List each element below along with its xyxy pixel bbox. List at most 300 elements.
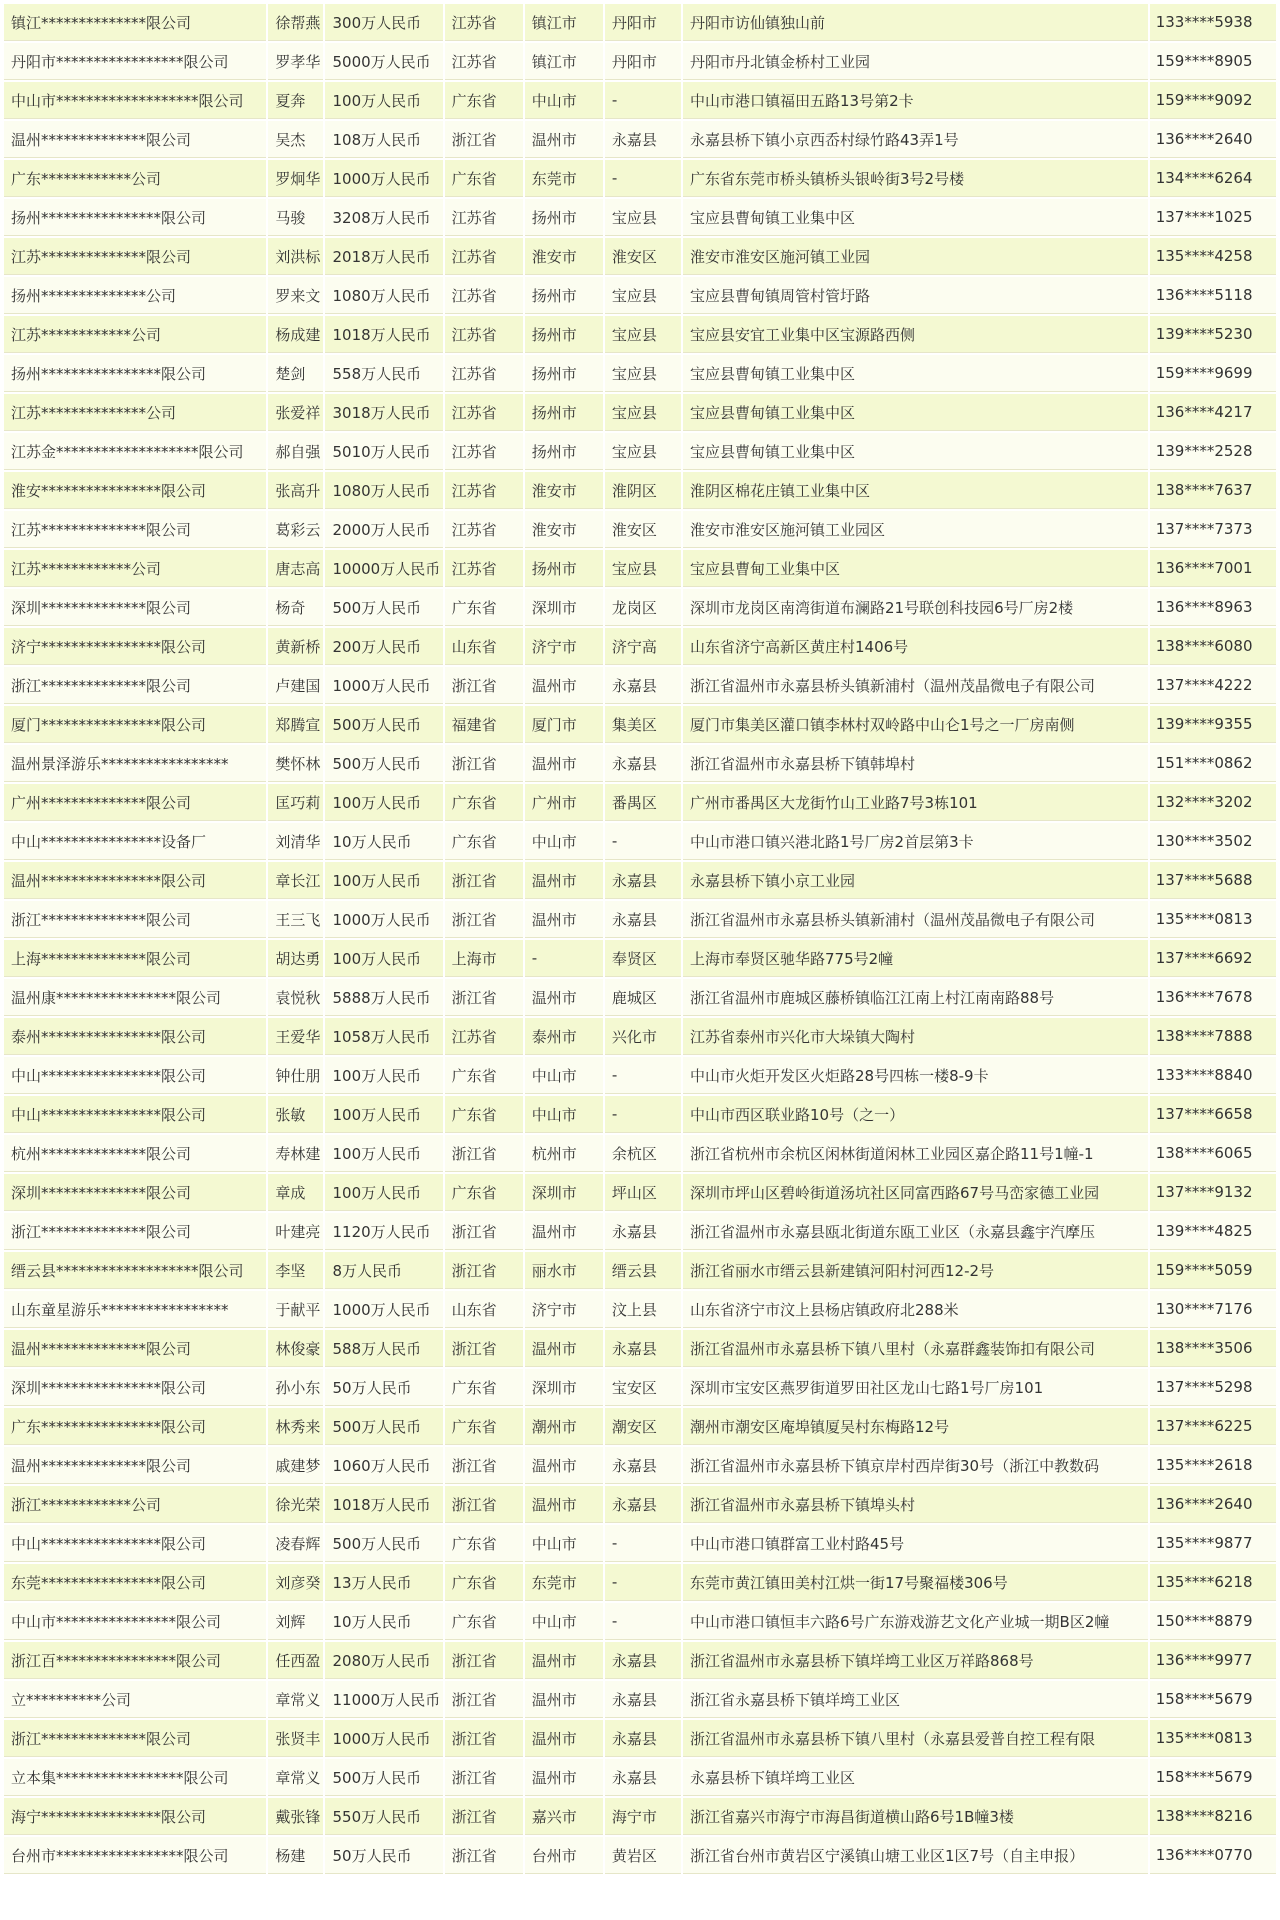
- legal-person-cell: 王三飞: [268, 901, 323, 938]
- province-cell: 浙江省: [445, 121, 523, 158]
- company-name-cell: 中山****************设备厂: [4, 823, 266, 860]
- province-cell: 江苏省: [445, 199, 523, 236]
- address-cell: 广州市番禺区大龙街竹山工业路7号3栋101: [683, 784, 1148, 821]
- table-row: [4, 979, 1276, 1016]
- address-cell: 丹阳市访仙镇独山前: [683, 4, 1148, 41]
- province-cell: 山东省: [445, 1291, 523, 1328]
- table-row: [4, 1525, 1276, 1562]
- registered-capital-cell: 5010万人民币: [325, 433, 442, 470]
- district-cell: 永嘉县: [605, 745, 681, 782]
- address-cell: 浙江省温州市永嘉县瓯北街道东瓯工业区（永嘉县鑫宇汽摩压: [683, 1213, 1148, 1250]
- company-name-cell: 广州**************限公司: [4, 784, 266, 821]
- province-cell: 浙江省: [445, 1759, 523, 1796]
- address-cell: 淮阴区棉花庄镇工业集中区: [683, 472, 1148, 509]
- city-cell: 深圳市: [525, 589, 603, 626]
- district-cell: 宝应县: [605, 433, 681, 470]
- address-cell: 深圳市宝安区燕罗街道罗田社区龙山七路1号厂房101: [683, 1369, 1148, 1406]
- company-name-cell: 江苏金*******************限公司: [4, 433, 266, 470]
- city-cell: 中山市: [525, 823, 603, 860]
- table-row: [4, 316, 1276, 353]
- table-row: [4, 277, 1276, 314]
- company-name-cell: 镇江**************限公司: [4, 4, 266, 41]
- registered-capital-cell: 10万人民币: [325, 1603, 442, 1640]
- table-row: [4, 1408, 1276, 1445]
- registered-capital-cell: 1018万人民币: [325, 1486, 442, 1523]
- district-cell: 宝应县: [605, 277, 681, 314]
- address-cell: 宝应县曹甸镇工业集中区: [683, 355, 1148, 392]
- table-row: [4, 121, 1276, 158]
- province-cell: 浙江省: [445, 1252, 523, 1289]
- district-cell: 永嘉县: [605, 1213, 681, 1250]
- company-name-cell: 广东****************限公司: [4, 1408, 266, 1445]
- legal-person-cell: 罗孝华: [268, 43, 323, 80]
- province-cell: 江苏省: [445, 4, 523, 41]
- province-cell: 浙江省: [445, 1798, 523, 1835]
- province-cell: 江苏省: [445, 355, 523, 392]
- address-cell: 山东省济宁市汶上县杨店镇政府北288米: [683, 1291, 1148, 1328]
- address-cell: 中山市港口镇恒丰六路6号广东游戏游艺文化产业城一期B区2幢: [683, 1603, 1148, 1640]
- company-name-cell: 浙江百****************限公司: [4, 1642, 266, 1679]
- city-cell: 温州市: [525, 979, 603, 1016]
- company-name-cell: 江苏************公司: [4, 550, 266, 587]
- district-cell: -: [605, 823, 681, 860]
- company-name-cell: 扬州****************限公司: [4, 199, 266, 236]
- legal-person-cell: 刘洪标: [268, 238, 323, 275]
- table-row: [4, 238, 1276, 275]
- city-cell: 镇江市: [525, 43, 603, 80]
- district-cell: 永嘉县: [605, 1720, 681, 1757]
- city-cell: 温州市: [525, 745, 603, 782]
- phone-cell: 133****5938: [1150, 4, 1276, 41]
- phone-cell: 136****2640: [1150, 1486, 1276, 1523]
- phone-cell: 139****4825: [1150, 1213, 1276, 1250]
- legal-person-cell: 杨建: [268, 1837, 323, 1874]
- phone-cell: 135****6218: [1150, 1564, 1276, 1601]
- city-cell: 淮安市: [525, 238, 603, 275]
- phone-cell: 151****0862: [1150, 745, 1276, 782]
- city-cell: 中山市: [525, 1603, 603, 1640]
- company-name-cell: 扬州**************公司: [4, 277, 266, 314]
- legal-person-cell: 匡巧莉: [268, 784, 323, 821]
- table-row: [4, 43, 1276, 80]
- registered-capital-cell: 500万人民币: [325, 745, 442, 782]
- province-cell: 江苏省: [445, 316, 523, 353]
- legal-person-cell: 唐志高: [268, 550, 323, 587]
- registered-capital-cell: 1058万人民币: [325, 1018, 442, 1055]
- table-row: [4, 823, 1276, 860]
- legal-person-cell: 黄新桥: [268, 628, 323, 665]
- company-name-cell: 淮安****************限公司: [4, 472, 266, 509]
- phone-cell: 135****9877: [1150, 1525, 1276, 1562]
- company-name-cell: 广东************公司: [4, 160, 266, 197]
- province-cell: 江苏省: [445, 1018, 523, 1055]
- company-name-cell: 温州**************限公司: [4, 1447, 266, 1484]
- company-name-cell: 深圳****************限公司: [4, 1369, 266, 1406]
- province-cell: 浙江省: [445, 1642, 523, 1679]
- address-cell: 浙江省台州市黄岩区宁溪镇山塘工业区1区7号（自主申报）: [683, 1837, 1148, 1874]
- province-cell: 浙江省: [445, 1447, 523, 1484]
- table-row: [4, 628, 1276, 665]
- province-cell: 广东省: [445, 823, 523, 860]
- phone-cell: 137****7373: [1150, 511, 1276, 548]
- address-cell: 浙江省永嘉县桥下镇垟塆工业区: [683, 1681, 1148, 1718]
- phone-cell: 136****8963: [1150, 589, 1276, 626]
- district-cell: 宝安区: [605, 1369, 681, 1406]
- registered-capital-cell: 10000万人民币: [325, 550, 442, 587]
- city-cell: 温州市: [525, 1213, 603, 1250]
- district-cell: 永嘉县: [605, 862, 681, 899]
- city-cell: 中山市: [525, 82, 603, 119]
- registered-capital-cell: 8万人民币: [325, 1252, 442, 1289]
- phone-cell: 137****9132: [1150, 1174, 1276, 1211]
- city-cell: 丽水市: [525, 1252, 603, 1289]
- province-cell: 浙江省: [445, 1720, 523, 1757]
- district-cell: 余杭区: [605, 1135, 681, 1172]
- table-row: [4, 901, 1276, 938]
- city-cell: 温州市: [525, 1720, 603, 1757]
- address-cell: 宝应县曹甸镇工业集中区: [683, 199, 1148, 236]
- district-cell: 黄岩区: [605, 1837, 681, 1874]
- district-cell: 番禺区: [605, 784, 681, 821]
- province-cell: 广东省: [445, 1057, 523, 1094]
- phone-cell: 137****6692: [1150, 940, 1276, 977]
- city-cell: 济宁市: [525, 1291, 603, 1328]
- address-cell: 浙江省温州市永嘉县桥下镇韩埠村: [683, 745, 1148, 782]
- city-cell: 温州市: [525, 901, 603, 938]
- address-cell: 宝应县曹甸镇周管村管圩路: [683, 277, 1148, 314]
- city-cell: 扬州市: [525, 277, 603, 314]
- phone-cell: 135****2618: [1150, 1447, 1276, 1484]
- province-cell: 浙江省: [445, 745, 523, 782]
- registered-capital-cell: 50万人民币: [325, 1837, 442, 1874]
- city-cell: 温州市: [525, 667, 603, 704]
- table-row: [4, 1798, 1276, 1835]
- city-cell: 东莞市: [525, 160, 603, 197]
- district-cell: 淮安区: [605, 238, 681, 275]
- city-cell: 扬州市: [525, 199, 603, 236]
- table-row: [4, 82, 1276, 119]
- phone-cell: 139****5230: [1150, 316, 1276, 353]
- phone-cell: 137****6225: [1150, 1408, 1276, 1445]
- legal-person-cell: 徐帮燕: [268, 4, 323, 41]
- legal-person-cell: 刘清华: [268, 823, 323, 860]
- table-row: [4, 1486, 1276, 1523]
- phone-cell: 137****5298: [1150, 1369, 1276, 1406]
- district-cell: 永嘉县: [605, 121, 681, 158]
- address-cell: 淮安市淮安区施河镇工业园区: [683, 511, 1148, 548]
- district-cell: 海宁市: [605, 1798, 681, 1835]
- legal-person-cell: 杨成建: [268, 316, 323, 353]
- registered-capital-cell: 100万人民币: [325, 784, 442, 821]
- city-cell: -: [525, 940, 603, 977]
- table-row: [4, 4, 1276, 41]
- table-row: [4, 1759, 1276, 1796]
- address-cell: 宝应县曹甸镇工业集中区: [683, 394, 1148, 431]
- company-name-cell: 丹阳市*****************限公司: [4, 43, 266, 80]
- legal-person-cell: 罗来文: [268, 277, 323, 314]
- table-row: [4, 1369, 1276, 1406]
- address-cell: 潮州市潮安区庵埠镇厦吴村东梅路12号: [683, 1408, 1148, 1445]
- company-name-cell: 浙江************公司: [4, 1486, 266, 1523]
- province-cell: 浙江省: [445, 1135, 523, 1172]
- address-cell: 浙江省丽水市缙云县新建镇河阳村河西12-2号: [683, 1252, 1148, 1289]
- district-cell: 宝应县: [605, 550, 681, 587]
- table-row: [4, 1018, 1276, 1055]
- address-cell: 中山市港口镇兴港北路1号厂房2首层第3卡: [683, 823, 1148, 860]
- district-cell: -: [605, 1525, 681, 1562]
- legal-person-cell: 郑腾宣: [268, 706, 323, 743]
- registered-capital-cell: 1018万人民币: [325, 316, 442, 353]
- legal-person-cell: 章常义: [268, 1759, 323, 1796]
- phone-cell: 137****5688: [1150, 862, 1276, 899]
- city-cell: 中山市: [525, 1096, 603, 1133]
- district-cell: 永嘉县: [605, 1681, 681, 1718]
- address-cell: 中山市西区联业路10号（之一）: [683, 1096, 1148, 1133]
- company-name-cell: 立**********公司: [4, 1681, 266, 1718]
- province-cell: 江苏省: [445, 394, 523, 431]
- district-cell: -: [605, 1096, 681, 1133]
- registered-capital-cell: 1000万人民币: [325, 160, 442, 197]
- province-cell: 福建省: [445, 706, 523, 743]
- phone-cell: 158****5679: [1150, 1759, 1276, 1796]
- table-row: [4, 1447, 1276, 1484]
- table-row: [4, 1837, 1276, 1874]
- company-name-cell: 济宁****************限公司: [4, 628, 266, 665]
- province-cell: 浙江省: [445, 667, 523, 704]
- registered-capital-cell: 1080万人民币: [325, 277, 442, 314]
- district-cell: 淮安区: [605, 511, 681, 548]
- province-cell: 广东省: [445, 784, 523, 821]
- district-cell: 奉贤区: [605, 940, 681, 977]
- address-cell: 广东省东莞市桥头镇桥头银岭街3号2号楼: [683, 160, 1148, 197]
- address-cell: 深圳市坪山区碧岭街道汤坑社区同富西路67号马峦家德工业园: [683, 1174, 1148, 1211]
- phone-cell: 138****8216: [1150, 1798, 1276, 1835]
- registered-capital-cell: 5000万人民币: [325, 43, 442, 80]
- province-cell: 浙江省: [445, 1837, 523, 1874]
- district-cell: 永嘉县: [605, 667, 681, 704]
- city-cell: 嘉兴市: [525, 1798, 603, 1835]
- district-cell: 汶上县: [605, 1291, 681, 1328]
- legal-person-cell: 胡达勇: [268, 940, 323, 977]
- phone-cell: 159****5059: [1150, 1252, 1276, 1289]
- table-row: [4, 1603, 1276, 1640]
- registered-capital-cell: 550万人民币: [325, 1798, 442, 1835]
- legal-person-cell: 林秀来: [268, 1408, 323, 1445]
- city-cell: 扬州市: [525, 550, 603, 587]
- district-cell: 淮阴区: [605, 472, 681, 509]
- phone-cell: 135****4258: [1150, 238, 1276, 275]
- phone-cell: 132****3202: [1150, 784, 1276, 821]
- address-cell: 东莞市黄江镇田美村江烘一街17号聚福楼306号: [683, 1564, 1148, 1601]
- registered-capital-cell: 1000万人民币: [325, 901, 442, 938]
- registered-capital-cell: 1000万人民币: [325, 1291, 442, 1328]
- city-cell: 广州市: [525, 784, 603, 821]
- phone-cell: 137****1025: [1150, 199, 1276, 236]
- phone-cell: 159****9699: [1150, 355, 1276, 392]
- province-cell: 浙江省: [445, 979, 523, 1016]
- table-row: [4, 1096, 1276, 1133]
- company-name-cell: 上海**************限公司: [4, 940, 266, 977]
- phone-cell: 137****6658: [1150, 1096, 1276, 1133]
- company-name-cell: 浙江**************限公司: [4, 667, 266, 704]
- address-cell: 浙江省杭州市余杭区闲林街道闲林工业园区嘉企路11号1幢-1: [683, 1135, 1148, 1172]
- company-name-cell: 温州****************限公司: [4, 862, 266, 899]
- city-cell: 温州市: [525, 862, 603, 899]
- address-cell: 中山市港口镇群富工业村路45号: [683, 1525, 1148, 1562]
- address-cell: 宝应县安宜工业集中区宝源路西侧: [683, 316, 1148, 353]
- province-cell: 广东省: [445, 1369, 523, 1406]
- city-cell: 扬州市: [525, 433, 603, 470]
- company-name-cell: 温州**************限公司: [4, 1330, 266, 1367]
- district-cell: -: [605, 82, 681, 119]
- legal-person-cell: 章常义: [268, 1681, 323, 1718]
- city-cell: 温州市: [525, 1681, 603, 1718]
- phone-cell: 133****8840: [1150, 1057, 1276, 1094]
- province-cell: 江苏省: [445, 472, 523, 509]
- legal-person-cell: 夏奔: [268, 82, 323, 119]
- company-name-cell: 立本集*****************限公司: [4, 1759, 266, 1796]
- company-name-cell: 深圳**************限公司: [4, 589, 266, 626]
- phone-cell: 137****4222: [1150, 667, 1276, 704]
- legal-person-cell: 孙小东: [268, 1369, 323, 1406]
- address-cell: 江苏省泰州市兴化市大垛镇大陶村: [683, 1018, 1148, 1055]
- province-cell: 浙江省: [445, 1486, 523, 1523]
- province-cell: 江苏省: [445, 277, 523, 314]
- phone-cell: 136****7678: [1150, 979, 1276, 1016]
- legal-person-cell: 张高升: [268, 472, 323, 509]
- legal-person-cell: 马骏: [268, 199, 323, 236]
- city-cell: 台州市: [525, 1837, 603, 1874]
- table-row: [4, 1564, 1276, 1601]
- table-row: [4, 862, 1276, 899]
- table-row: [4, 355, 1276, 392]
- registered-capital-cell: 558万人民币: [325, 355, 442, 392]
- district-cell: 缙云县: [605, 1252, 681, 1289]
- company-name-cell: 中山市****************限公司: [4, 1603, 266, 1640]
- district-cell: 龙岗区: [605, 589, 681, 626]
- table-row: [4, 1330, 1276, 1367]
- address-cell: 上海市奉贤区驰华路775号2幢: [683, 940, 1148, 977]
- province-cell: 广东省: [445, 1525, 523, 1562]
- district-cell: 宝应县: [605, 355, 681, 392]
- company-name-cell: 江苏**************公司: [4, 394, 266, 431]
- registered-capital-cell: 5888万人民币: [325, 979, 442, 1016]
- registered-capital-cell: 1000万人民币: [325, 1720, 442, 1757]
- table-body: [4, 4, 1276, 1874]
- city-cell: 济宁市: [525, 628, 603, 665]
- phone-cell: 136****2640: [1150, 121, 1276, 158]
- city-cell: 扬州市: [525, 394, 603, 431]
- registered-capital-cell: 100万人民币: [325, 940, 442, 977]
- company-name-cell: 温州康****************限公司: [4, 979, 266, 1016]
- phone-cell: 136****9977: [1150, 1642, 1276, 1679]
- table-row: [4, 745, 1276, 782]
- city-cell: 温州市: [525, 1486, 603, 1523]
- company-name-cell: 浙江**************限公司: [4, 901, 266, 938]
- company-name-cell: 浙江**************限公司: [4, 1213, 266, 1250]
- province-cell: 浙江省: [445, 1213, 523, 1250]
- address-cell: 浙江省温州市永嘉县桥下镇八里村（永嘉群鑫装饰扣有限公司: [683, 1330, 1148, 1367]
- registered-capital-cell: 200万人民币: [325, 628, 442, 665]
- company-name-cell: 海宁****************限公司: [4, 1798, 266, 1835]
- address-cell: 厦门市集美区灌口镇李林村双岭路中山仑1号之一厂房南侧: [683, 706, 1148, 743]
- registered-capital-cell: 1120万人民币: [325, 1213, 442, 1250]
- registered-capital-cell: 3018万人民币: [325, 394, 442, 431]
- address-cell: 永嘉县桥下镇小京工业园: [683, 862, 1148, 899]
- province-cell: 江苏省: [445, 511, 523, 548]
- phone-cell: 139****2528: [1150, 433, 1276, 470]
- city-cell: 温州市: [525, 1447, 603, 1484]
- phone-cell: 150****8879: [1150, 1603, 1276, 1640]
- legal-person-cell: 凌春辉: [268, 1525, 323, 1562]
- address-cell: 浙江省温州市永嘉县桥下镇京岸村西岸街30号（浙江中教数码: [683, 1447, 1148, 1484]
- table-row: [4, 1213, 1276, 1250]
- legal-person-cell: 林俊豪: [268, 1330, 323, 1367]
- company-name-cell: 中山****************限公司: [4, 1057, 266, 1094]
- district-cell: -: [605, 1057, 681, 1094]
- address-cell: 中山市火炬开发区火炬路28号四栋一楼8-9卡: [683, 1057, 1148, 1094]
- province-cell: 江苏省: [445, 433, 523, 470]
- district-cell: 永嘉县: [605, 1330, 681, 1367]
- province-cell: 山东省: [445, 628, 523, 665]
- legal-person-cell: 卢建国: [268, 667, 323, 704]
- registered-capital-cell: 500万人民币: [325, 1525, 442, 1562]
- phone-cell: 136****7001: [1150, 550, 1276, 587]
- district-cell: 潮安区: [605, 1408, 681, 1445]
- phone-cell: 130****3502: [1150, 823, 1276, 860]
- table-row: [4, 433, 1276, 470]
- registered-capital-cell: 2080万人民币: [325, 1642, 442, 1679]
- address-cell: 宝应县曹甸镇工业集中区: [683, 433, 1148, 470]
- city-cell: 淮安市: [525, 472, 603, 509]
- registered-capital-cell: 100万人民币: [325, 1096, 442, 1133]
- registered-capital-cell: 1080万人民币: [325, 472, 442, 509]
- registered-capital-cell: 108万人民币: [325, 121, 442, 158]
- city-cell: 泰州市: [525, 1018, 603, 1055]
- registered-capital-cell: 50万人民币: [325, 1369, 442, 1406]
- address-cell: 永嘉县桥下镇小京西岙村绿竹路43弄1号: [683, 121, 1148, 158]
- district-cell: 丹阳市: [605, 4, 681, 41]
- legal-person-cell: 刘辉: [268, 1603, 323, 1640]
- table-row: [4, 472, 1276, 509]
- phone-cell: 135****0813: [1150, 901, 1276, 938]
- company-name-cell: 东莞****************限公司: [4, 1564, 266, 1601]
- city-cell: 扬州市: [525, 355, 603, 392]
- district-cell: 宝应县: [605, 316, 681, 353]
- registered-capital-cell: 300万人民币: [325, 4, 442, 41]
- address-cell: 浙江省温州市永嘉县桥下镇埠头村: [683, 1486, 1148, 1523]
- registered-capital-cell: 1000万人民币: [325, 667, 442, 704]
- district-cell: 济宁高: [605, 628, 681, 665]
- district-cell: 宝应县: [605, 199, 681, 236]
- city-cell: 温州市: [525, 1642, 603, 1679]
- company-name-cell: 温州景泽游乐*****************: [4, 745, 266, 782]
- address-cell: 山东省济宁高新区黄庄村1406号: [683, 628, 1148, 665]
- city-cell: 深圳市: [525, 1369, 603, 1406]
- province-cell: 浙江省: [445, 1681, 523, 1718]
- province-cell: 广东省: [445, 1603, 523, 1640]
- legal-person-cell: 葛彩云: [268, 511, 323, 548]
- company-name-cell: 台州市*****************限公司: [4, 1837, 266, 1874]
- city-cell: 温州市: [525, 1330, 603, 1367]
- legal-person-cell: 楚剑: [268, 355, 323, 392]
- legal-person-cell: 任西盈: [268, 1642, 323, 1679]
- table-row: [4, 589, 1276, 626]
- legal-person-cell: 杨奇: [268, 589, 323, 626]
- legal-person-cell: 郝自强: [268, 433, 323, 470]
- table-row: [4, 160, 1276, 197]
- legal-person-cell: 罗炯华: [268, 160, 323, 197]
